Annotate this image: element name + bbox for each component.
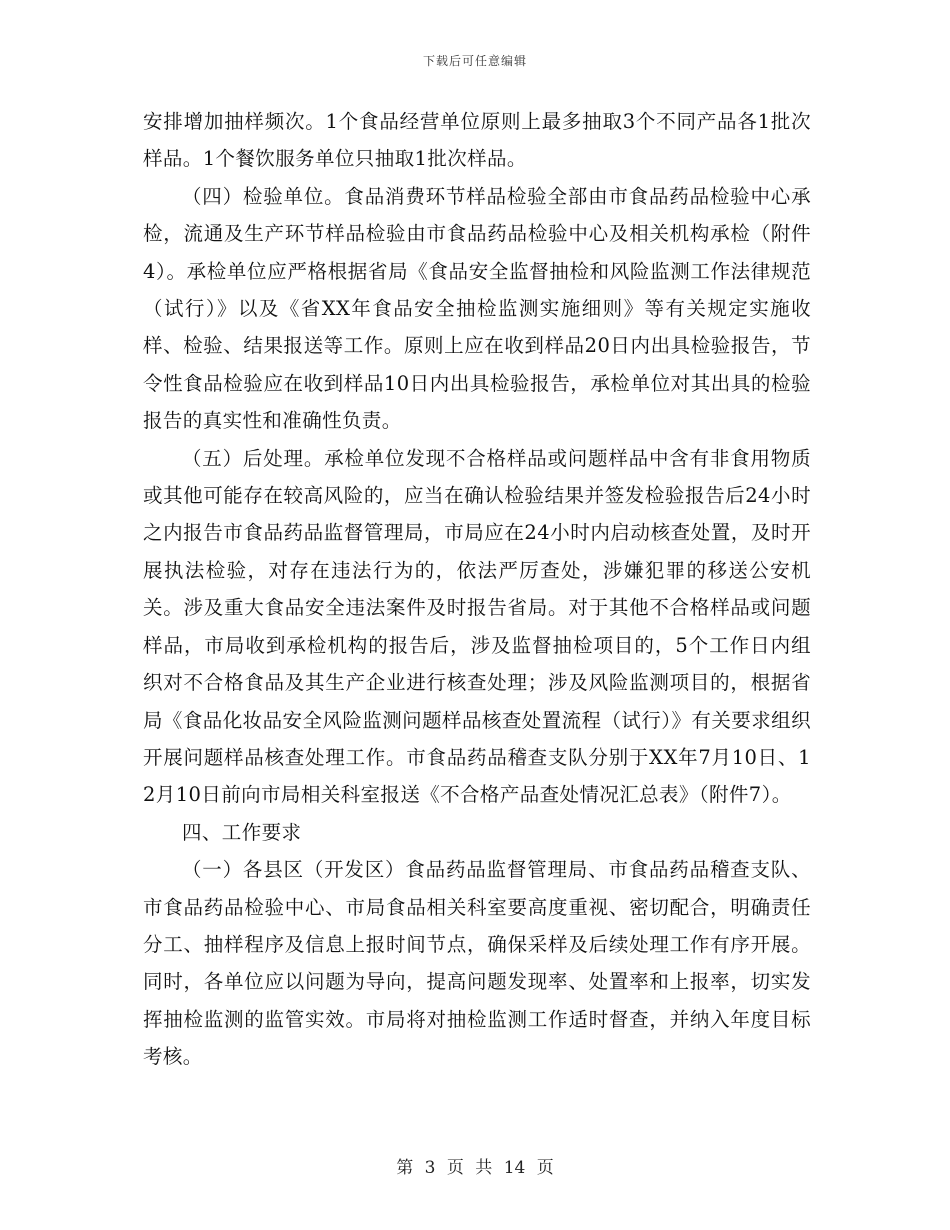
paragraph-post-processing: （五）后处理。承检单位发现不合格样品或问题样品中含有非食用物质或其他可能存在较高风险的，应当在确认检验结果并签发检验报告后24小时之内报告市食品药品监督管理局，市局应在24小时内启动核查处置，及时开展执法检验，对存在违法行为的，依法严厉查处，涉嫌犯罪的移送公安机关。涉及重大食品安全违法案件及时报告省局。对于其他不合格样品或问题样品，市局收到承检机构的报告后，涉及监督抽检项目的，5个工作日内组织对不合格食品及其生产企业进行核查处理；涉及风险监测项目的，根据省局《食品化妆品安全风险监测问题样品核查处置流程（试行）》有关要求组织开展问题样品核查处理工作。市食品药品稽查支队分别于XX年7月10日、12月10日前向市局相关科室报送《不合格产品查处情况汇总表》（附件7）。 [143,446,811,807]
page-header-note: 下载后可任意编辑 [422,54,527,68]
section-heading-work-requirements: 四、工作要求 [182,820,302,844]
document-body [143,103,811,1076]
paragraph-requirement-one: （一）各县区（开发区）食品药品监督管理局、市食品药品稽查支队、市食品药品检验中心、市局食品相关科室要高度重视、密切配合，明确责任分工、抽样程序及信息上报时间节点，确保采样及后续处理工作有序开展。同时，各单位应以问题为导向，提高问题发现率、处置率和上报率，切实发挥抽检监测的监管实效。市局将对抽检监测工作适时督查，并纳入年度目标考核。 [143,858,811,1069]
paragraph-sampling-frequency: 安排增加抽样频次。1个食品经营单位原则上最多抽取3个不同产品各1批次样品。1个餐饮服务单位只抽取1批次样品。 [143,110,811,171]
page-number-footer: 第 3 页 共 14 页 [396,1158,554,1178]
paragraph-testing-unit: （四）检验单位。食品消费环节样品检验全部由市食品药品检验中心承检，流通及生产环节样品检验由市食品药品检验中心及相关机构承检（附件4）。承检单位应严格根据省局《食品安全监督抽检和风险监测工作法律规范（试行）》以及《省XX年食品安全抽检监测实施细则》等有关规定实施收样、检验、结果报送等工作。原则上应在收到样品20日内出具检验报告，节令性食品检验应在收到样品10日内出具检验报告，承检单位对其出具的检验报告的真实性和准确性负责。 [143,184,811,433]
